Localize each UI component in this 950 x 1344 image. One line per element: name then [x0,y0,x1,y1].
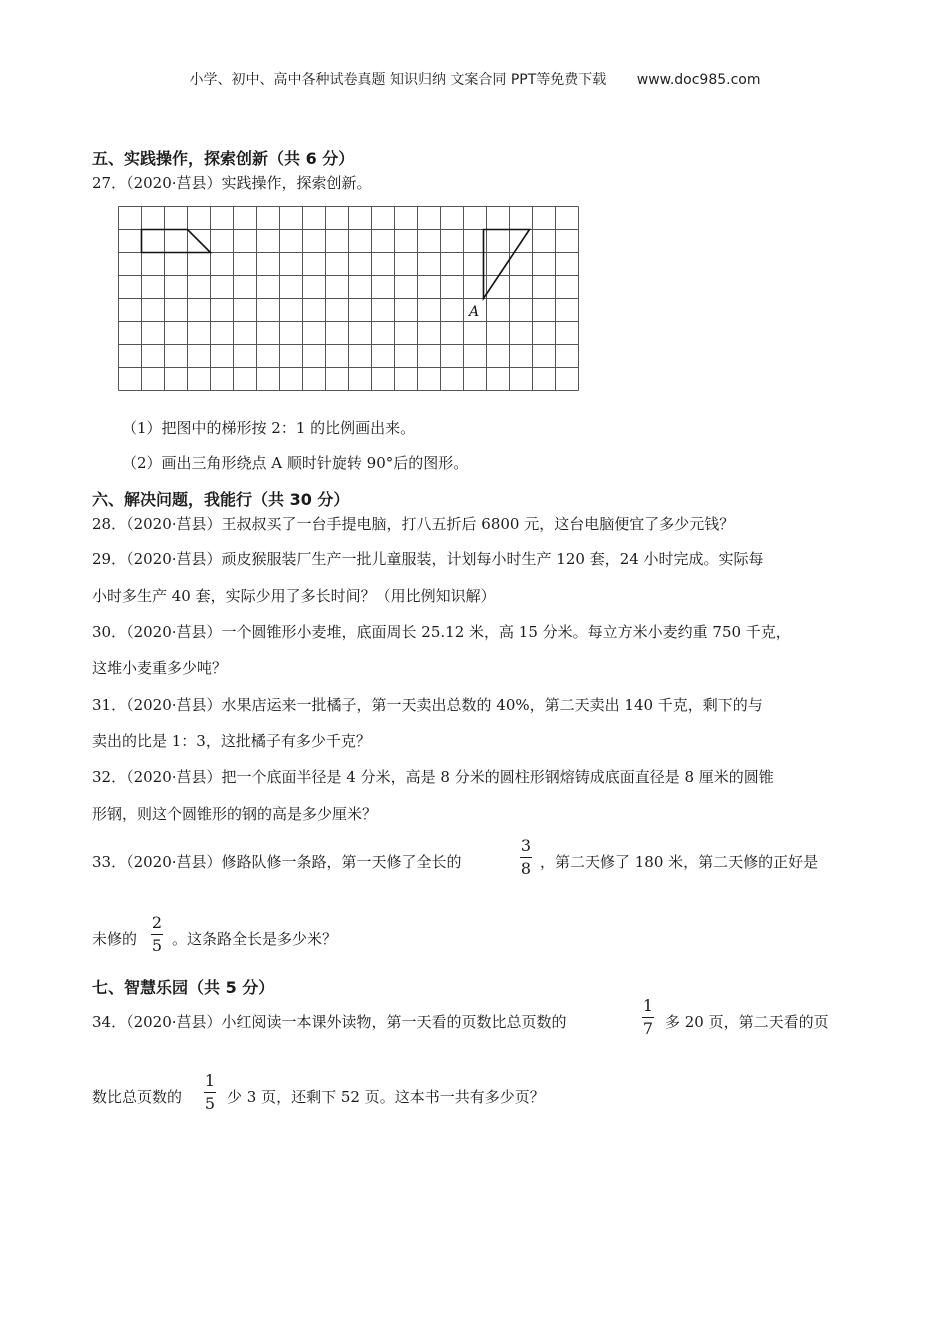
question-28: 28．（2020·莒县）王叔叔买了一台手提电脑，打八五折后 6800 元，这台电脑便宜了多少元钱？ [92,515,735,533]
section6-title: 六、解决问题，我能行（共 30 分） [92,490,350,509]
fraction-bar [642,1017,654,1018]
question-30-line-2: 这堆小麦重多少吨？ [92,659,228,677]
page-header [0,69,950,89]
fraction-bar [520,857,532,858]
grid-lines [119,207,579,391]
fraction-3-8 [520,836,532,879]
question-27: 27．（2020·莒县）实践操作，探索创新。 [92,174,372,192]
triangle-shape [484,230,530,299]
question-27-part-2: （2）画出三角形绕点 A 顺时针旋转 90°后的图形。 [122,454,469,472]
fraction-bar [204,1092,216,1093]
fraction-numerator: 2 [151,913,163,932]
fraction-denominator: 8 [520,859,532,878]
question-33-part-d: 。这条路全长是多少米？ [172,930,338,948]
header-url[interactable]: www.doc985.com [636,72,761,88]
grid-figure [117,205,579,395]
fraction-1-7 [642,996,654,1039]
fraction-numerator: 1 [642,996,654,1015]
question-29-line-2: 小时多生产 40 套，实际少用了多长时间？（用比例知识解） [92,587,496,605]
fraction-denominator: 5 [204,1094,216,1113]
section5-title: 五、实践操作，探索创新（共 6 分） [92,149,355,168]
question-34-part-b: 多 20 页，第二天看的页 [665,1013,829,1031]
question-32-line-2: 形钢，则这个圆锥形的钢的高是多少厘米？ [92,805,378,823]
question-33-part-c: 未修的 [92,930,138,948]
question-33-part-b: ，第二天修了 180 米，第二天修的正好是 [540,853,819,871]
fraction-denominator: 7 [642,1019,654,1038]
question-34-part-a: 34．（2020·莒县）小红阅读一本课外读物，第一天看的页数比总页数的 [92,1013,567,1031]
header-text: 小学、初中、高中各种试卷真题 知识归纳 文案合同 PPT等免费下载 [189,72,607,88]
trapezoid-shape [142,230,211,253]
fraction-2-5 [151,913,163,956]
fraction-numerator: 3 [520,836,532,855]
question-31-line-1: 31．（2020·莒县）水果店运来一批橘子，第一天卖出总数的 40%，第二天卖出 140 千克，剩下的与 [92,696,763,714]
question-32-line-1: 32．（2020·莒县）把一个底面半径是 4 分米，高是 8 分米的圆柱形钢熔铸成底面直径是 8 厘米的圆锥 [92,768,774,786]
fraction-1-5 [204,1071,216,1114]
question-30-line-1: 30．（2020·莒县）一个圆锥形小麦堆，底面周长 25.12 米，高 15 分米。每立方米小麦约重 750 千克， [92,623,791,641]
question-29-line-1: 29．（2020·莒县）顽皮猴服装厂生产一批儿童服装，计划每小时生产 120 套，24 小时完成。实际每 [92,550,764,568]
question-33-part-a: 33．（2020·莒县）修路队修一条路，第一天修了全长的 [92,853,462,871]
fraction-denominator: 5 [151,936,163,955]
question-34-part-d: 少 3 页，还剩下 52 页。这本书一共有多少页？ [227,1088,545,1106]
section7-title: 七、智慧乐园（共 5 分） [92,978,275,997]
fraction-bar [151,934,163,935]
fraction-numerator: 1 [204,1071,216,1090]
question-31-line-2: 卖出的比是 1：3，这批橘子有多少千克？ [92,732,371,750]
question-27-part-1: （1）把图中的梯形按 2：1 的比例画出来。 [122,419,416,437]
question-34-part-c: 数比总页数的 [92,1088,183,1106]
point-a-label: A [469,304,480,320]
